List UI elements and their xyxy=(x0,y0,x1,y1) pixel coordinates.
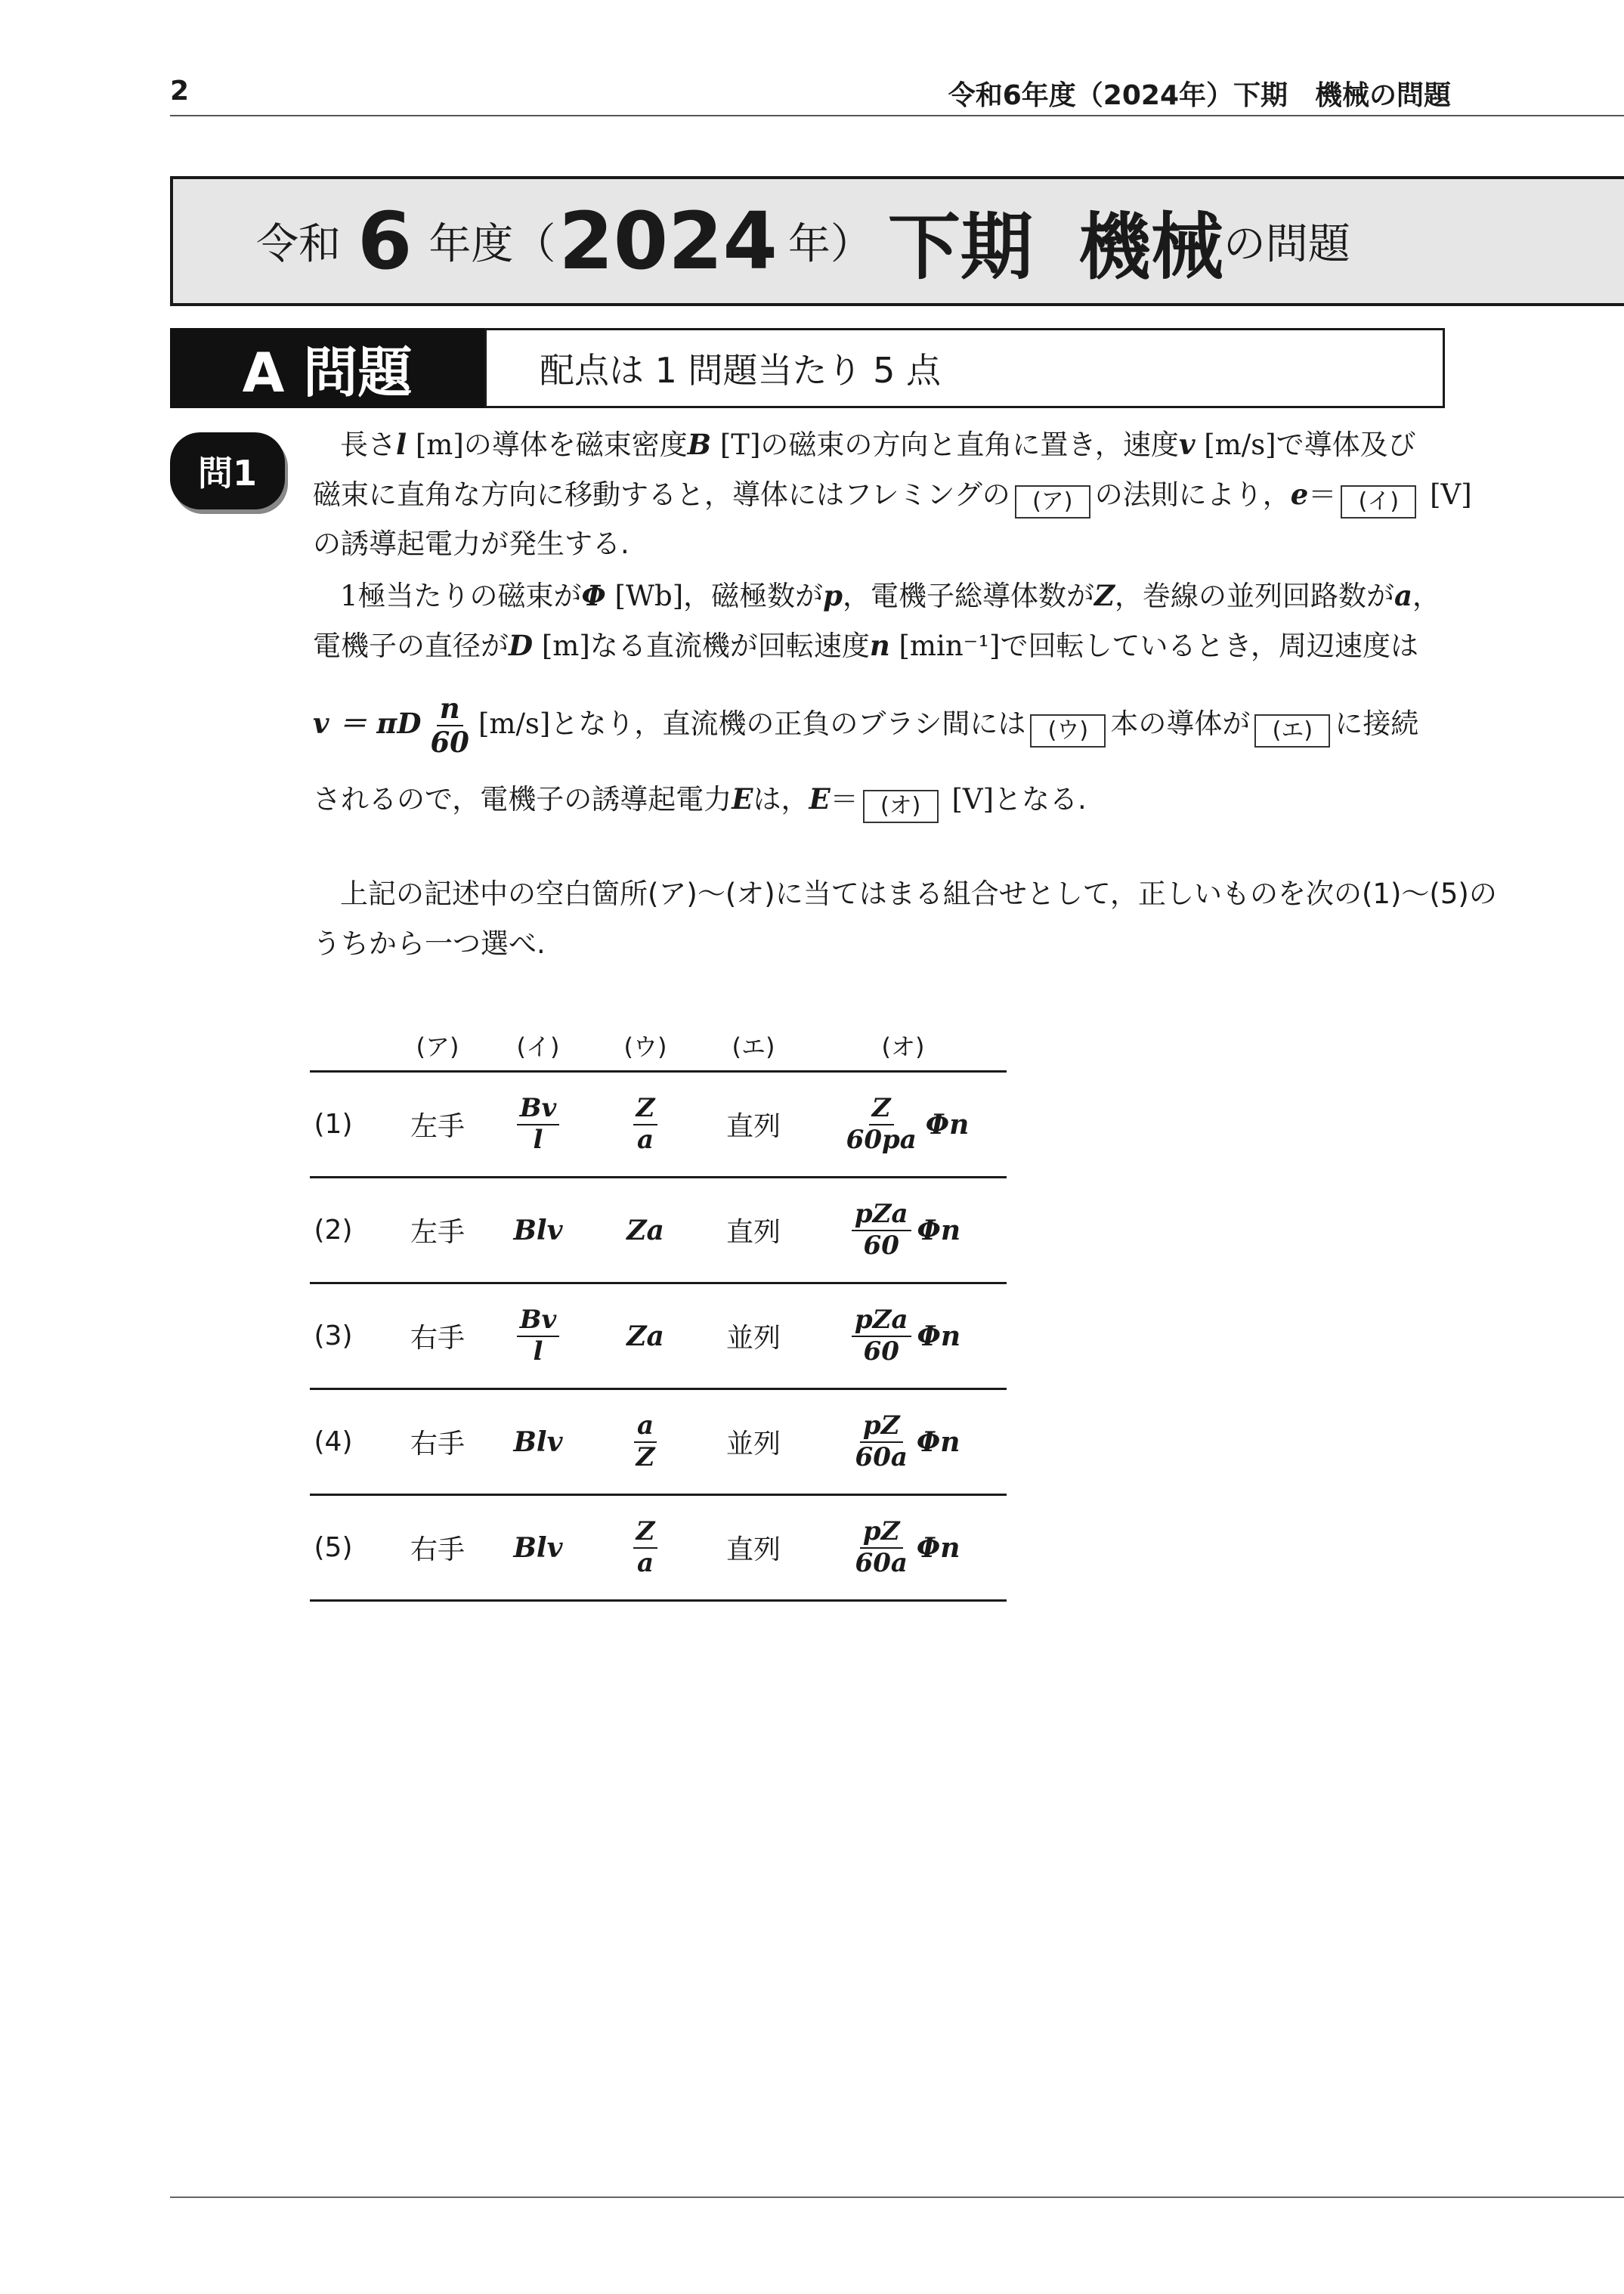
title-term: 下期 xyxy=(887,204,1033,289)
blank-e: (エ) xyxy=(1254,714,1330,748)
table-row[interactable] xyxy=(310,1073,1007,1178)
cell-o: $\frac{\text{pZa}}{60}$ Φn xyxy=(801,1284,1005,1388)
blank-a: (ア) xyxy=(1015,485,1090,519)
header-u: (ウ) xyxy=(623,1032,667,1061)
cell-u: Za xyxy=(626,1320,664,1352)
cell-o: $\frac{\text{pZa}}{60}$ Φn xyxy=(801,1178,1005,1282)
question-line-1: 長さl [m]の導体を磁束密度B [T]の磁束の方向と直角に置き，速度v [m/s]で導体及び xyxy=(340,428,1416,461)
cell-o: $\frac{pZ}{60a}$ Φn xyxy=(855,1410,960,1472)
cell-u: $\frac{Z}{a}$ xyxy=(599,1073,692,1176)
cell-i: Blv xyxy=(513,1531,563,1564)
title-year-suffix: 年度（ xyxy=(428,220,556,269)
cell-a: 右手 xyxy=(410,1429,465,1460)
cell-i: $\frac{Bv}{l}$ xyxy=(491,1284,585,1388)
choice-number: (1) xyxy=(314,1109,353,1140)
title-prefix: 令和 xyxy=(256,220,341,269)
section-label: A 問題 xyxy=(170,328,484,408)
question-line-2: 磁束に直角な方向に移動すると，導体にはフレミングの (ア) の法則により，e＝ (イ) [V] xyxy=(313,469,1446,520)
cell-e: 並列 xyxy=(725,1323,781,1354)
cell-a: 右手 xyxy=(410,1323,465,1354)
table-row[interactable] xyxy=(310,1390,1007,1496)
cell-i: Blv xyxy=(513,1214,563,1246)
question-line-4: 1極当たりの磁束がΦ [Wb]，磁極数がp，電機子総導体数がZ，巻線の並列回路数がa， xyxy=(340,579,1441,612)
table-row[interactable] xyxy=(310,1178,1007,1284)
cell-e: 直列 xyxy=(725,1217,781,1248)
title-box xyxy=(170,176,1624,306)
table-row[interactable] xyxy=(310,1496,1007,1602)
cell-e: 並列 xyxy=(725,1429,781,1460)
cell-a: 左手 xyxy=(410,1111,465,1142)
footer-rule xyxy=(170,2196,1624,2198)
header-a: (ア) xyxy=(416,1032,459,1061)
choice-number: (3) xyxy=(314,1320,353,1351)
blank-i: (イ) xyxy=(1341,485,1416,519)
choice-number: (5) xyxy=(314,1532,353,1563)
header-i: (イ) xyxy=(516,1032,560,1061)
cell-a: 左手 xyxy=(410,1217,465,1248)
title-western-suffix: 年） xyxy=(787,220,873,269)
answer-table xyxy=(310,1020,1007,1602)
question-line-7: されるので，電機子の誘導起電力Eは，E＝ (オ) [V]となる. xyxy=(313,774,1446,825)
cell-o: $\frac{Z}{60pa}$ Φn xyxy=(846,1093,970,1155)
table-row[interactable] xyxy=(310,1284,1007,1390)
cell-a: 右手 xyxy=(410,1534,465,1565)
choice-number: (2) xyxy=(314,1215,353,1246)
page-title xyxy=(256,179,1350,303)
question-line-5: 電機子の直径がD [m]なる直流機が回転速度n [min⁻¹]で回転しているとき，周辺速度は xyxy=(313,629,1419,662)
question-badge: 問1 xyxy=(170,432,285,509)
cell-i: $\frac{Bv}{l}$ xyxy=(491,1073,585,1176)
table-header-row xyxy=(310,1020,1007,1073)
question-line-9: うちから一つ選べ. xyxy=(313,927,546,960)
header-o: (オ) xyxy=(881,1032,925,1061)
cell-u: Za xyxy=(626,1214,664,1246)
cell-u: $\frac{a}{Z}$ xyxy=(599,1390,692,1494)
title-subject: 機械 xyxy=(1078,204,1223,289)
cell-o: $\frac{pZ}{60a}$ Φn xyxy=(855,1516,960,1578)
title-year-num: 6 xyxy=(357,195,413,287)
blank-u: (ウ) xyxy=(1030,714,1106,748)
cell-e: 直列 xyxy=(725,1534,781,1565)
title-suffix: の問題 xyxy=(1223,220,1350,269)
blank-o: (オ) xyxy=(863,790,939,823)
cell-u: $\frac{Z}{a}$ xyxy=(599,1496,692,1599)
question-line-8: 上記の記述中の空白箇所(ア)〜(オ)に当てはまる組合せとして，正しいものを次の(1)〜(5)の xyxy=(340,878,1497,910)
cell-i: Blv xyxy=(513,1426,563,1458)
running-title: 令和6年度（2024年）下期 機械の問題 xyxy=(948,80,1451,111)
question-line-6: v ＝ πD $\frac{n}{60}$ [m/s]となり，直流機の正負のブラシ間には (ウ) 本の導体が (エ) に接続 xyxy=(313,691,1419,759)
header-rule xyxy=(170,115,1624,116)
title-western-year: 2024 xyxy=(558,195,778,287)
section-note: 配点は 1 問題当たり 5 点 xyxy=(484,328,1445,408)
header-e: (エ) xyxy=(732,1032,775,1061)
choice-number: (4) xyxy=(314,1426,353,1457)
cell-e: 直列 xyxy=(725,1111,781,1142)
speed-fraction: $\frac{n}{60}$ xyxy=(430,691,469,759)
page-number: 2 xyxy=(170,76,190,107)
question-line-3: の誘導起電力が発生する. xyxy=(313,528,629,560)
